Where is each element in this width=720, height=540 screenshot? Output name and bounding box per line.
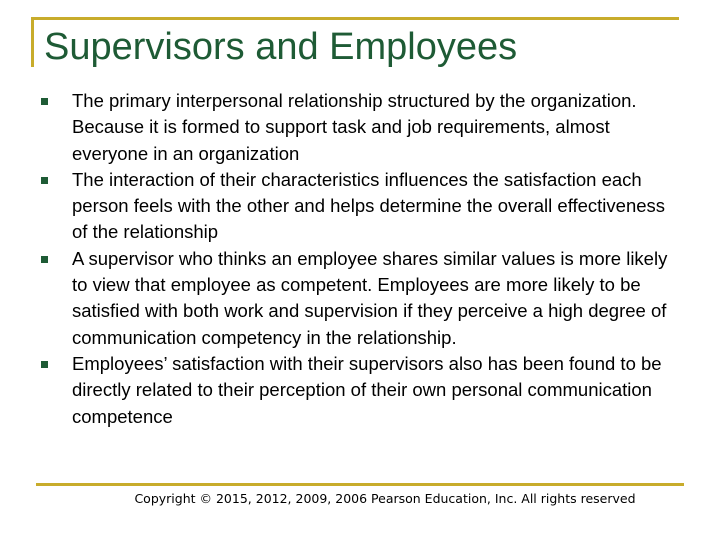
bullet-item [32,246,672,351]
footer-rule [36,483,684,486]
copyright-footer: Copyright © 2015, 2012, 2009, 2006 Pearson Education, Inc. All rights reserved [134,491,636,506]
bullet-item [32,88,672,167]
bullet-text: Employees’ satisfaction with their supervisors also has been found to be directly related to their perception of their own personal communication competence [72,352,662,427]
bullet-item [32,167,672,246]
bullet-text: The primary interpersonal relationship structured by the organization. Because it is formed to support task and job requirements, almost everyone in an organization [72,90,637,164]
bullet-text: A supervisor who thinks an employee shares similar values is more likely to view that employee as competent. Employees are more likely to be satisfied with both work and supervision if they perceive a high degree of communication competency in the relationship. [72,247,668,348]
square-bullet-icon [41,256,48,263]
square-bullet-icon [41,361,48,368]
bullet-item [32,351,672,430]
title-frame-top-rule [31,17,679,20]
square-bullet-icon [41,98,48,105]
bullet-list [32,88,672,430]
bullet-text: The interaction of their characteristics influences the satisfaction each person feels with the other and helps determine the overall effectiveness of the relationship [72,168,666,243]
square-bullet-icon [41,177,48,184]
title-frame-left-rule [31,17,34,67]
slide-title: Supervisors and Employees [44,26,518,68]
